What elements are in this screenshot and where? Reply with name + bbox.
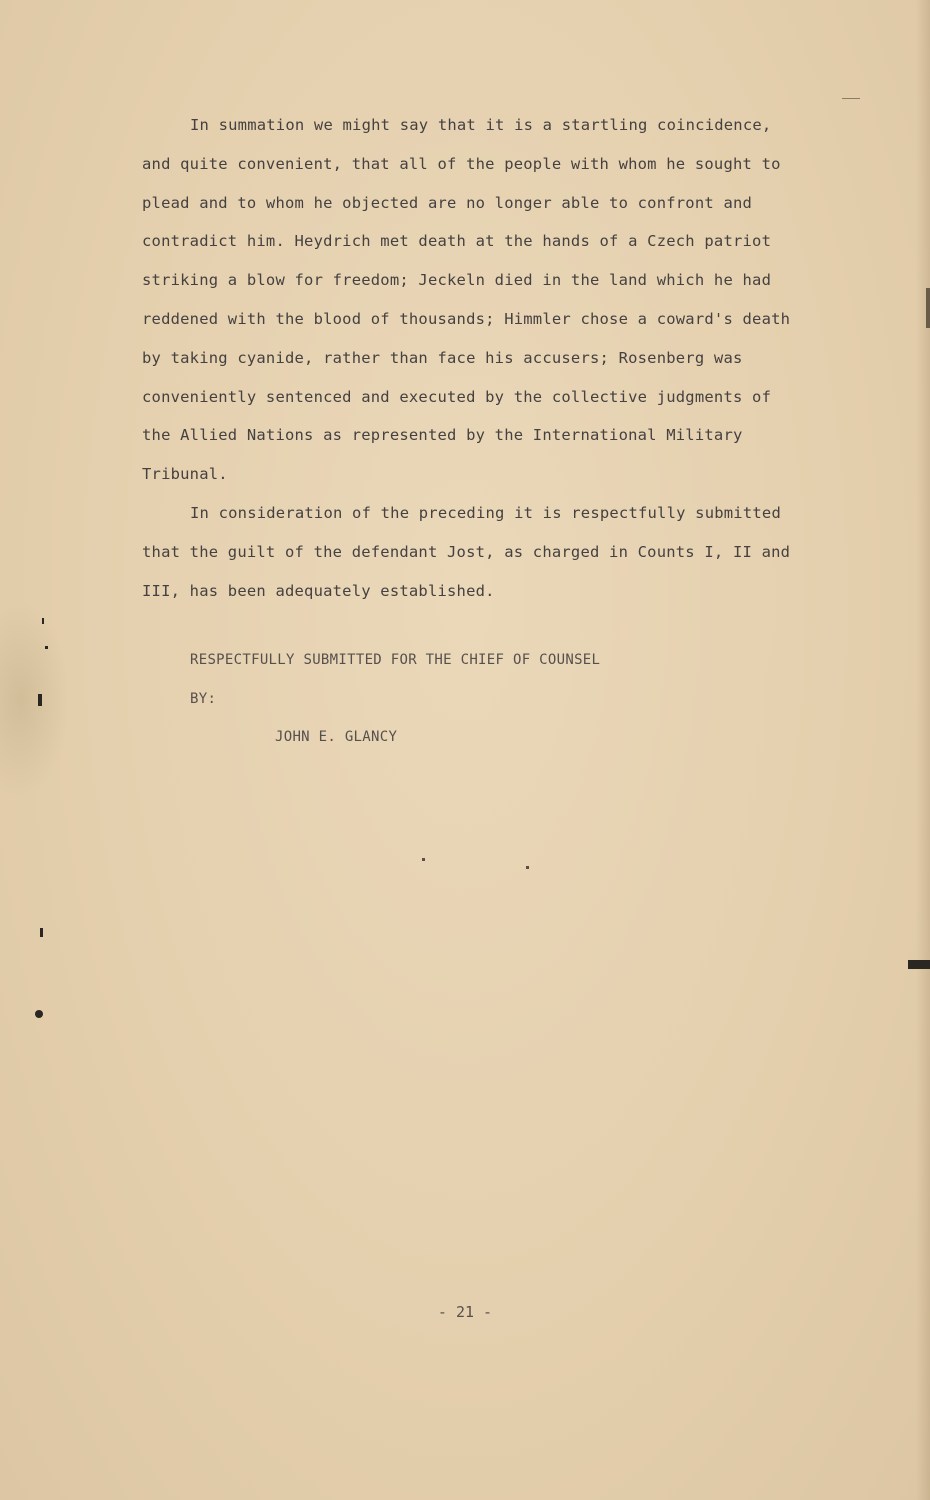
body-text [142,106,822,610]
page-edge-shadow [916,0,930,1500]
paragraph-1-line-3: plead and to whom he objected are no longer able to confront and [142,193,753,212]
paragraph-1-line-5: striking a blow for freedom; Jeckeln died in the land which he had [142,271,772,290]
submitted-line: RESPECTFULLY SUBMITTED FOR THE CHIEF OF COUNSEL [190,652,601,668]
paragraph-1-line-9: the Allied Nations as represented by the International Military [142,426,743,445]
speck [42,618,44,624]
by-label: BY: [190,691,217,707]
paragraph-1-line-2: and quite convenient, that all of the people with whom he sought to [142,154,781,173]
speck [38,694,42,706]
paper-stain [0,600,70,800]
signatory-name: JOHN E. GLANCY [275,729,398,745]
margin-mark [908,960,930,969]
speck [842,98,860,99]
paragraph-2-line-3: III, has been adequately established. [142,581,495,600]
speck [422,858,425,861]
paragraph-2-line-2: that the guilt of the defendant Jost, as charged in Counts I, II and [142,542,791,561]
paragraph-1-line-8: conveniently sentenced and executed by the collective judgments of [142,387,772,406]
paragraph-1-line-7: by taking cyanide, rather than face his accusers; Rosenberg was [142,348,743,367]
speck [45,646,48,649]
speck [40,928,43,937]
speck [35,1010,43,1018]
paragraph-1-line-1: In summation we might say that it is a startling coincidence, [190,116,772,134]
paragraph-1-line-6: reddened with the blood of thousands; Himmler chose a coward's death [142,309,791,328]
margin-mark [926,288,930,328]
page-number: - 21 - [437,1303,493,1321]
speck [526,866,529,869]
paragraph-1-line-10: Tribunal. [142,465,228,484]
paragraph-1-line-4: contradict him. Heydrich met death at the hands of a Czech patriot [142,232,772,251]
paragraph-2-line-1: In consideration of the preceding it is respectfully submitted [190,503,781,522]
